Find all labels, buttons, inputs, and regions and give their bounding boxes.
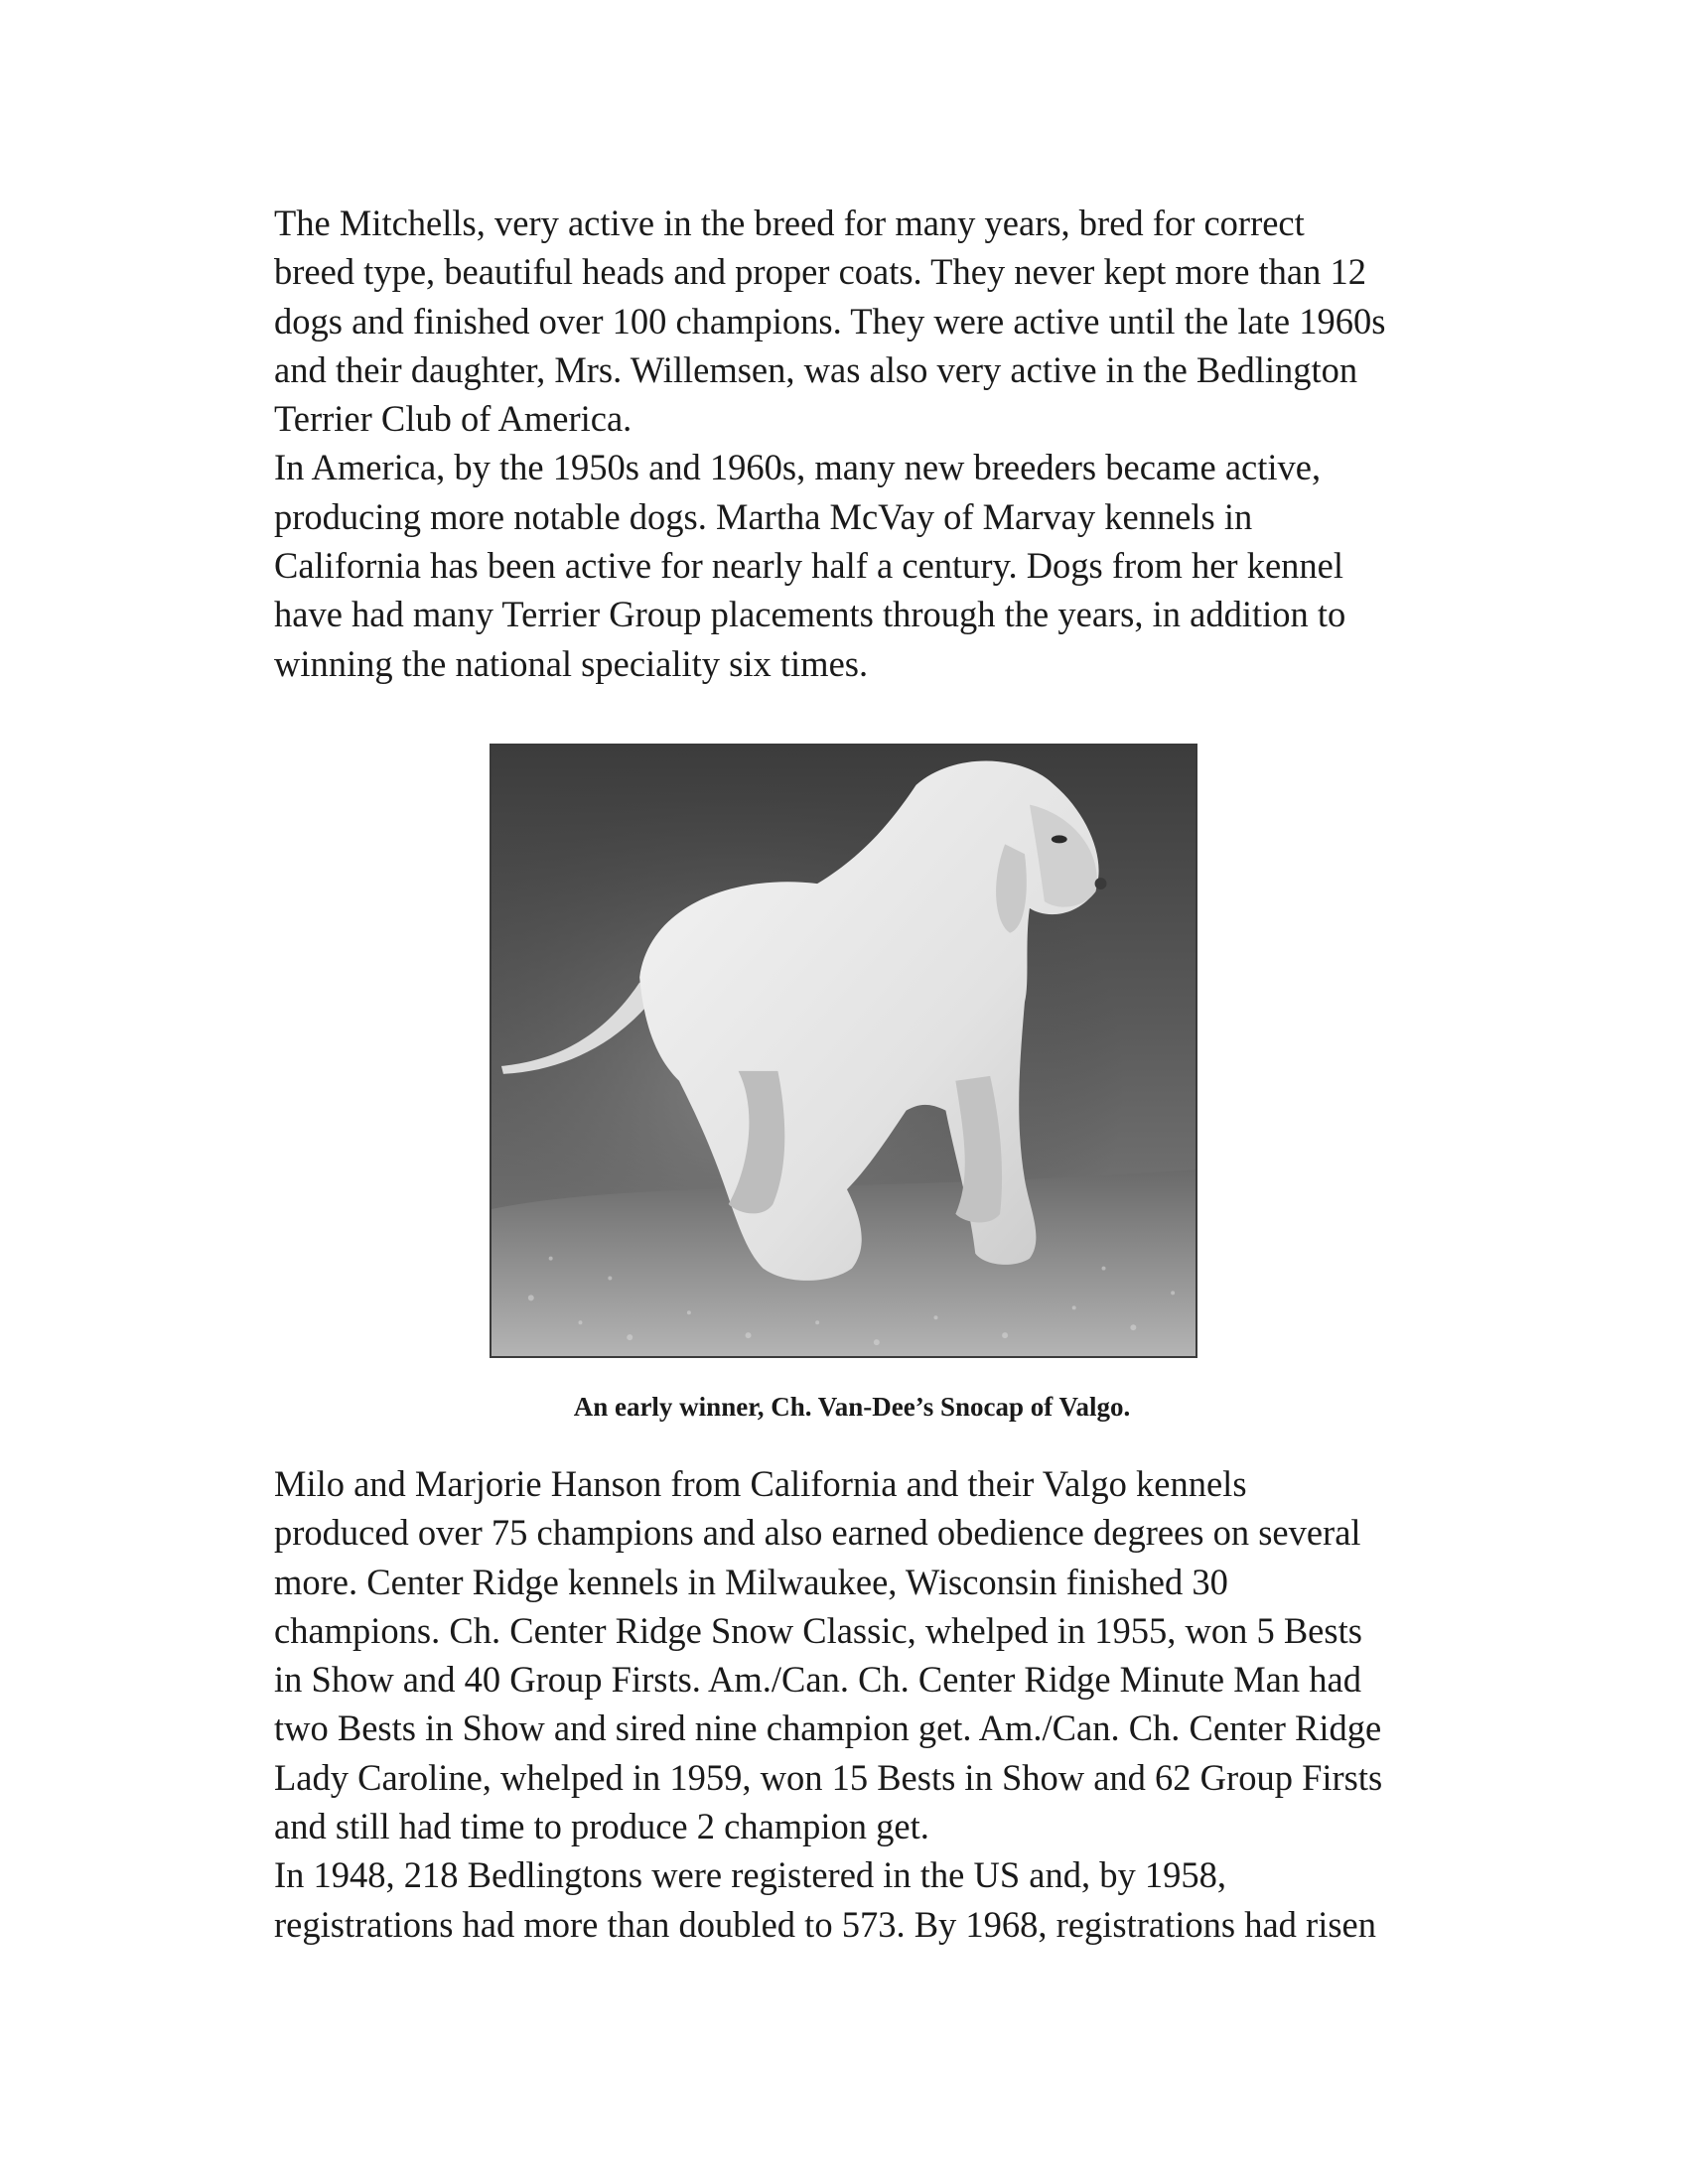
paragraph-line: winning the national speciality six times. <box>274 642 869 684</box>
paragraph-hanson <box>211 1459 1492 1850</box>
dog-photograph <box>490 744 1197 1358</box>
paragraph-line: producing more notable dogs. Martha McVay of Marvay kennels in <box>274 495 1253 537</box>
paragraph-line: Terrier Club of America. <box>274 398 633 440</box>
text-block-bottom <box>211 1459 1492 1949</box>
paragraph-line: Milo and Marjorie Hanson from California and their Valgo kennels <box>274 1463 1247 1504</box>
paragraph-line: two Bests in Show and sired nine champion get. Am./Can. Ch. Center Ridge <box>274 1707 1382 1749</box>
paragraph-america <box>211 443 1492 687</box>
paragraph-line: breed type, beautiful heads and proper coats. They never kept more than 12 <box>274 251 1367 293</box>
paragraph-mitchells <box>211 199 1492 443</box>
paragraph-line: dogs and finished over 100 champions. They were active until the late 1960s <box>274 300 1386 341</box>
paragraph-line: California has been active for nearly half a century. Dogs from her kennel <box>274 545 1343 587</box>
paragraph-line: In 1948, 218 Bedlingtons were registered in the US and, by 1958, <box>274 1854 1226 1896</box>
paragraph-line: The Mitchells, very active in the breed for many years, bred for correct <box>274 203 1305 243</box>
paragraph-line: registrations had more than doubled to 573. By 1968, registrations had risen <box>274 1903 1377 1945</box>
paragraph-line: In America, by the 1950s and 1960s, many new breeders became active, <box>274 447 1322 488</box>
paragraph-line: and still had time to produce 2 champion get. <box>274 1806 929 1847</box>
paragraph-line: have had many Terrier Group placements through the years, in addition to <box>274 594 1346 635</box>
bedlington-terrier-photo <box>492 746 1196 1356</box>
figure-caption: An early winner, Ch. Van-Dee’s Snocap of Valgo. <box>573 1392 1131 1422</box>
paragraph-line: and their daughter, Mrs. Willemsen, was also very active in the Bedlington <box>274 348 1358 390</box>
paragraph-line: champions. Ch. Center Ridge Snow Classic, whelped in 1955, won 5 Bests <box>274 1609 1362 1651</box>
text-block-top <box>211 199 1492 688</box>
paragraph-registrations <box>211 1850 1492 1949</box>
paragraph-line: Lady Caroline, whelped in 1959, won 15 Bests in Show and 62 Group Firsts <box>274 1756 1383 1798</box>
paragraph-line: more. Center Ridge kennels in Milwaukee, Wisconsin finished 30 <box>274 1561 1228 1602</box>
paragraph-line: in Show and 40 Group Firsts. Am./Can. Ch. Center Ridge Minute Man had <box>274 1659 1361 1701</box>
paragraph-line: produced over 75 champions and also earned obedience degrees on several <box>274 1512 1361 1554</box>
